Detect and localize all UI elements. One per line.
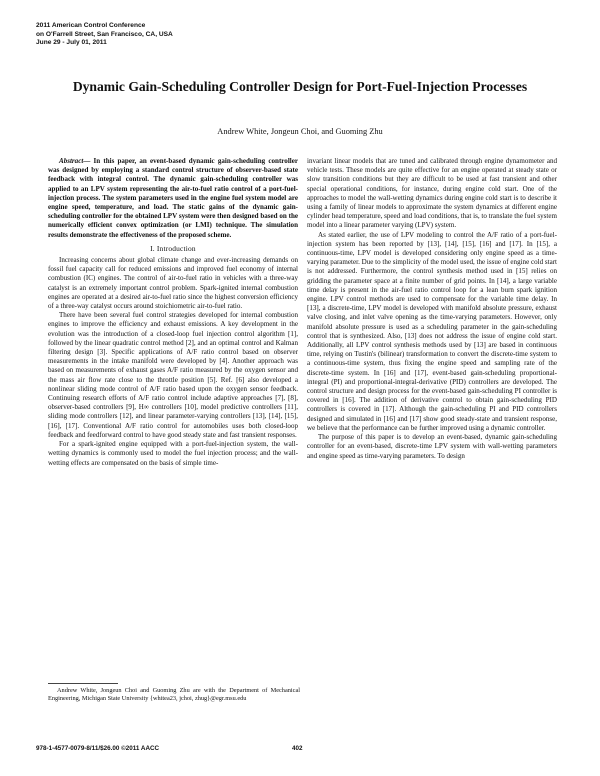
footnote-divider: [48, 683, 118, 684]
conference-header: [36, 22, 173, 48]
left-column: [48, 157, 298, 468]
paper-title: Dynamic Gain-Scheduling Controller Design for Port-Fuel-Injection Processes: [72, 79, 528, 94]
author-affiliation-footnote: Andrew White, Jongeun Choi and Guoming Zhu are with the Department of Mechanical Engineering, Michigan State University {whitea23, jchoi, zhug}@egr.msu.edu: [48, 687, 300, 702]
abstract: [48, 157, 298, 240]
right-column: [307, 157, 557, 461]
abstract-text: — In this paper, an event-based dynamic gain-scheduling controller was designed by employing a standard control structure of observer-based state feedback with integral control. The dynamic gain-scheduling controller was applied to an LPV system representing the air-to-fuel ratio control of a port-fuel-injection process. The system parameters used in the engine fuel system model are engine speed, temperature, and load. The static gains of the dynamic gain-scheduling controller for the obtained LPV system were then designed based on the numerically efficient convex optimization (or LMI) technique. The simulation results demonstrate the effectiveness of the proposed scheme.: [48, 157, 298, 239]
conference-location: on O'Farrell Street, San Francisco, CA, USA: [36, 30, 173, 38]
body-paragraph: There have been several fuel control strategies developed for internal combustion engines to improve the efficiency and exhaust emissions. A key development in the evolution was the introduction of a closed-loop fuel injection control algorithm [1], followed by the linear quadratic control method [2], and an optimal control and Kalman filtering design [3]. Specific applications of A/F ratio control based on observer measurements in the intake manifold were developed by [4]. Another approach was based on measurements of exhaust gases A/F ratio measured by the oxygen sensor and the mass air flow rate close to the throttle position [5]. Ref. [6] also developed a nonlinear sliding mode control of A/F ratio based upon the oxygen sensor feedback. Continuing research efforts of A/F ratio control include adaptive approaches [7], [8], observer-based controllers [9], H∞ controllers [10], model predictive controllers [11], sliding mode controllers [12], and linear parameter-varying controllers [13], [14], [15], [16], [17]. Conventional A/F ratio control for automobiles uses both closed-loop feedback and feedforward control to have good steady state and fast transient responses.: [48, 311, 298, 439]
body-paragraph: The purpose of this paper is to develop an event-based, dynamic gain-scheduling controller for an event-based, discrete-time LPV system with wall-wetting parameters and engine speed as time-varying parameters. To design: [307, 433, 557, 460]
isbn-line: 978-1-4577-0079-8/11/$26.00 ©2011 AACC: [36, 745, 160, 752]
body-paragraph: invariant linear models that are tuned and calibrated through engine dynamometer and vehicle tests. These models are quite effective for an engine operated at steady state or slow transition conditions but they are difficult to be used at fast transient and other special operational conditions, for instance, during engine cold start. One of the approaches to model the wall-wetting dynamics during engine cold start is to describe it using a family of linear models to approximate the system dynamics at different engine cylinder head temperature, speed and load conditions, that is, to translate the fuel system model into a linear parameter varying (LPV) system.: [307, 157, 557, 230]
page-number: 402: [292, 745, 303, 752]
body-paragraph: As stated earlier, the use of LPV modeling to control the A/F ratio of a port-fuel-injection system has been reported by [13], [14], [15], [16] and [17]. In [15], a continuous-time, LPV model is developed considering only engine speed as a time-varying parameter. Due to the simplicity of the model used, the issue of engine cold start is not addressed. Furthermore, the control synthesis method used in [15] relies on gridding the parameter space at a finite number of grid points. In [14], a large variable time delay is present in the air-fuel ratio control loop for a lean burn spark ignition engine. LPV control methods are used to compensate for the variable time delay. In [13], a discrete-time, LPV model is developed with manifold absolute pressure, exhaust valve closing, and inlet valve opening as the time-varying parameters. However, only manifold absolute pressure is used as a scheduling parameter in the gain-scheduling control that is synthesized. Also, [13] does not address the issue of engine cold start. Additionally, all LPV control synthesis methods used by [13] are based in continuous time, relying on Tustin's (bilinear) transformation to convert the discrete-time system to a continuous-time system, thus fixing the engine speed and sampling rate of the discrete-time system. In [16] and [17], event-based gain-scheduling proportional-integral (PI) and proportional-integral-derivative (PID) controllers are developed. The control structure and design process for the event-based gain-scheduling PI controller is covered in [16]. The addition of derivative control to obtain gain-scheduling PID controllers is covered in [17]. Although the gain-scheduling PI and PID controllers designed and simulated in [16] and [17] show good steady-state and transient response, we believe that the performance can be further improved using a dynamic controller.: [307, 230, 557, 432]
abstract-label: Abstract: [59, 157, 84, 165]
body-paragraph: For a spark-ignited engine equipped with a port-fuel-injection system, the wall-wetting dynamics is commonly used to model the fuel injection process; and the wall-wetting effects are compensated on the basis of simple time-: [48, 440, 298, 467]
section-heading: I. Introduction: [150, 243, 196, 253]
conference-name: 2011 American Control Conference: [36, 22, 146, 29]
body-paragraph: Increasing concerns about global climate change and ever-increasing demands on fossil fuel capacity call for reduced emissions and improved fuel economy of internal combustion (IC) engines. The control of air-to-fuel ratio in vehicles with a three-way catalyst is an extremely important control problem. Spark-ignited internal combustion engines are operated at a desired air-to-fuel ratio since the highest conversion efficiency of a three-way catalyst occurs around stoichiometric air-to-fuel ratio.: [48, 256, 298, 311]
conference-dates: June 29 - July 01, 2011: [36, 39, 107, 47]
paper-authors: Andrew White, Jongeun Choi, and Guoming Zhu: [217, 127, 383, 136]
